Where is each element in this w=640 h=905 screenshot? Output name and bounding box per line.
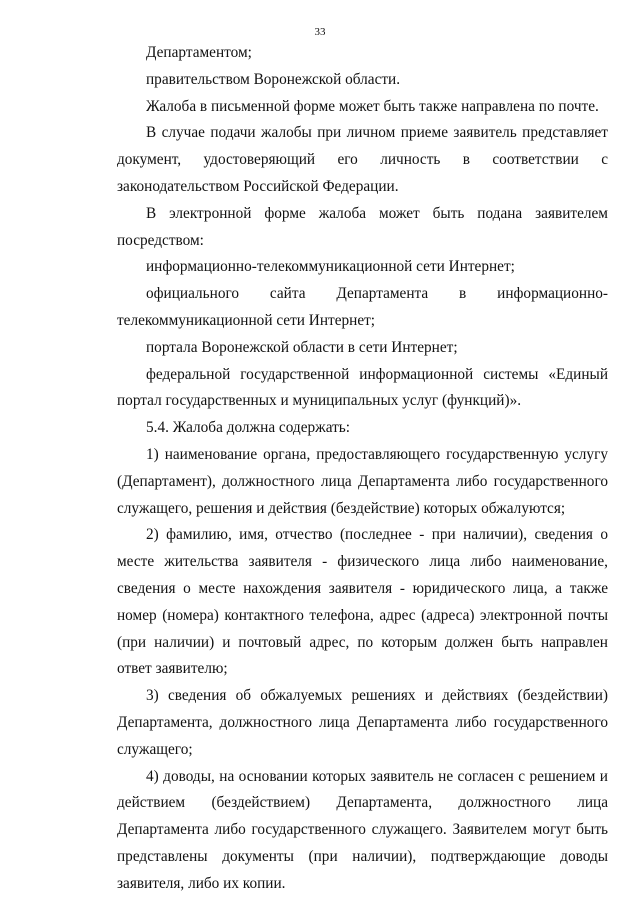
paragraph-10: 5.4. Жалоба должна содержать: [146,419,351,437]
paragraph-7: официального сайта Департамента в информационно-телекоммуникационной сети Интернет; [117,285,608,329]
paragraph-14: 4) доводы, на основании которых заявитель не согласен с решением и действием (бездействием) Департамента, должностного лица Департамента либо государственного служащего. Заявителем могут быть представлены документы (при наличии), подтверждающие доводы заявителя, либо их копии. [117,767,608,892]
document-body [117,40,608,898]
paragraph-8: портала Воронежской области в сети Интернет; [146,338,458,356]
paragraph-4: В случае подачи жалобы при личном приеме заявитель представляет документ, удостоверяющий его личность в соответствии с законодательством Российской Федерации. [117,124,608,195]
paragraph-12: 2) фамилию, имя, отчество (последнее - при наличии), сведения о месте жительства заявителя - физического лица либо наименование, сведения о месте нахождения заявителя - юридического лица, а также номер (номера) контактного телефона, адрес (адреса) электронной почты (при наличии) и почтовый адрес, по которым должен быть направлен ответ заявителю; [117,526,608,678]
paragraph-5: В электронной форме жалоба может быть подана заявителем посредством: [117,204,608,249]
page-number: 33 [314,26,326,38]
paragraph-13: 3) сведения об обжалуемых решениях и действиях (бездействии) Департамента, должностного лица Департамента либо государственного служащего; [117,687,608,758]
paragraph-11: 1) наименование органа, предоставляющего государственную услугу (Департамент), должностного лица Департамента либо государственного служащего, решения и действия (бездействие) которых обжалуются; [117,445,608,517]
paragraph-1: Департаментом; [146,44,252,61]
paragraph-2: правительством Воронежской области. [146,70,401,88]
paragraph-3: Жалоба в письменной форме может быть также направлена по почте. [146,97,599,115]
paragraph-6: информационно-телекоммуникационной сети Интернет; [146,258,515,276]
paragraph-9: федеральной государственной информационной системы «Единый портал государственных и муниципальных услуг (функций)». [117,365,608,410]
